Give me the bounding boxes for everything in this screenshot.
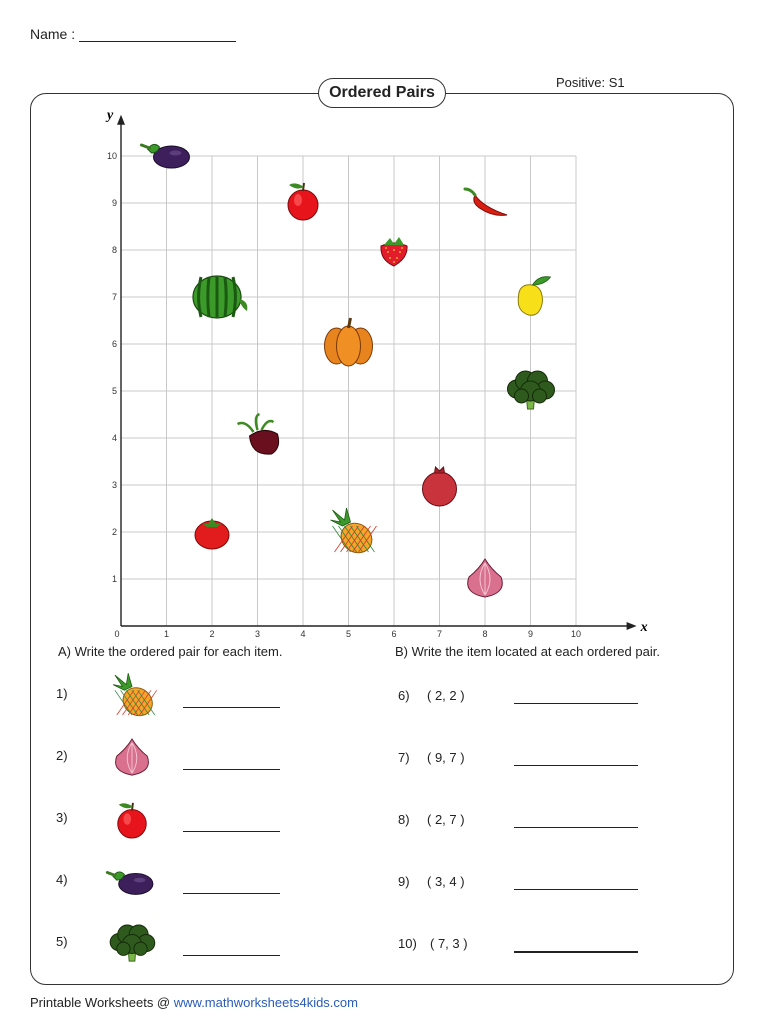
- x-tick-label: 10: [570, 629, 582, 639]
- y-tick-label: 3: [111, 480, 117, 490]
- pomegranate-icon: [423, 467, 457, 506]
- ordered-pair: ( 7, 3 ): [430, 936, 468, 951]
- y-tick-label: 2: [111, 527, 117, 537]
- y-axis-arrow: [117, 115, 125, 125]
- footer-link[interactable]: www.mathworksheets4kids.com: [173, 995, 358, 1010]
- y-tick-label: 6: [111, 339, 117, 349]
- question-number: 2): [56, 748, 68, 763]
- answer-line[interactable]: [514, 888, 638, 890]
- question-number: 5): [56, 934, 68, 949]
- name-label: Name :: [30, 26, 76, 42]
- answer-line[interactable]: [514, 950, 638, 953]
- watermelon-icon: [193, 276, 247, 318]
- x-tick-label: 6: [391, 629, 397, 639]
- x-tick-label: 0: [114, 629, 120, 639]
- y-tick-label: 7: [111, 292, 117, 302]
- eggplant-icon: [107, 872, 153, 894]
- worksheet-code: Positive: S1: [556, 75, 625, 90]
- question-number: 3): [56, 810, 68, 825]
- y-tick-label: 10: [106, 151, 117, 161]
- footer-label: Printable Worksheets @: [30, 995, 174, 1010]
- x-tick-label: 4: [300, 629, 306, 639]
- x-tick-label: 8: [482, 629, 488, 639]
- ordered-pair: ( 3, 4 ): [427, 874, 465, 889]
- x-tick-label: 9: [527, 629, 534, 639]
- question-number: 8): [398, 812, 410, 827]
- onion-icon: [116, 739, 149, 775]
- footer: [30, 995, 358, 1010]
- pineapple-icon: [331, 508, 378, 559]
- x-tick-label: 7: [436, 629, 443, 639]
- apple-icon: [288, 183, 318, 220]
- answer-line[interactable]: [514, 764, 638, 766]
- broccoli-icon: [508, 371, 555, 409]
- section-b-instruction: B) Write the item located at each ordered pair.: [395, 644, 660, 659]
- section-a-instruction: A) Write the ordered pair for each item.: [58, 644, 283, 659]
- answer-line[interactable]: [514, 702, 638, 704]
- answer-line[interactable]: [183, 954, 280, 956]
- mango-icon: [518, 277, 550, 316]
- question-item-image: [102, 792, 162, 848]
- question-number: 10): [398, 936, 417, 951]
- x-tick-label: 5: [345, 629, 352, 639]
- ordered-pair: ( 2, 7 ): [427, 812, 465, 827]
- pumpkin-icon: [325, 318, 373, 366]
- x-axis-label: x: [640, 620, 648, 635]
- y-tick-label: 8: [111, 245, 117, 255]
- beetroot-icon: [238, 414, 279, 454]
- question-number: 1): [56, 686, 68, 701]
- y-axis-label: y: [107, 107, 114, 123]
- broccoli-icon: [110, 925, 155, 961]
- x-tick-label: 2: [209, 629, 215, 639]
- y-tick-label: 5: [111, 386, 117, 396]
- answer-line[interactable]: [183, 768, 280, 770]
- y-tick-label: 9: [111, 198, 117, 208]
- chili-pepper-icon: [465, 189, 507, 215]
- onion-icon: [468, 559, 503, 597]
- x-axis-arrow: [627, 622, 637, 630]
- worksheet-title: Ordered Pairs: [318, 78, 446, 108]
- ordered-pair: ( 2, 2 ): [427, 688, 465, 703]
- question-number: 6): [398, 688, 410, 703]
- answer-line[interactable]: [183, 830, 280, 832]
- question-item-image: [102, 916, 162, 972]
- question-item-image: [102, 668, 162, 724]
- y-tick-label: 1: [111, 574, 117, 584]
- answer-line[interactable]: [183, 706, 280, 708]
- question-number: 7): [398, 750, 410, 765]
- question-number: 4): [56, 872, 68, 887]
- ordered-pair: ( 9, 7 ): [427, 750, 465, 765]
- question-number: 9): [398, 874, 410, 889]
- tomato-icon: [195, 518, 229, 549]
- question-item-image: [102, 730, 162, 786]
- apple-icon: [118, 803, 147, 838]
- pineapple-icon: [113, 673, 158, 721]
- answer-line[interactable]: [514, 826, 638, 828]
- x-tick-label: 1: [163, 629, 170, 639]
- question-item-image: [102, 854, 162, 910]
- answer-line[interactable]: [183, 892, 280, 894]
- x-tick-label: 3: [254, 629, 261, 639]
- y-tick-label: 4: [111, 433, 117, 443]
